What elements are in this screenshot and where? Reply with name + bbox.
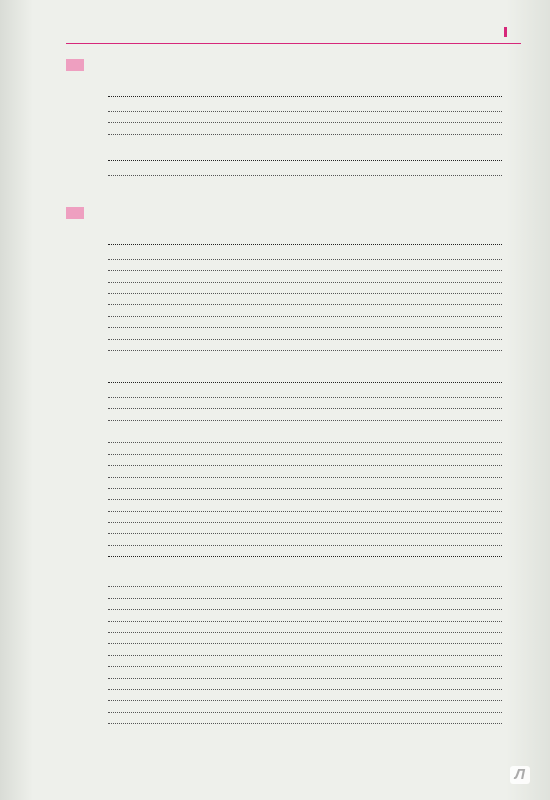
toc-section-heading[interactable]	[66, 236, 522, 247]
watermark	[510, 763, 532, 786]
toc-section-heading[interactable]	[66, 374, 522, 385]
part-number	[66, 59, 84, 71]
toc-entry[interactable]	[66, 434, 522, 445]
toc-leader-dots	[108, 688, 502, 690]
toc-leader-dots	[108, 585, 502, 587]
toc-leader-dots	[108, 631, 502, 633]
toc-leader-dots	[108, 487, 502, 489]
toc-section-heading[interactable]	[66, 548, 522, 559]
toc-entry[interactable]	[66, 669, 522, 680]
toc-leader-dots	[108, 396, 502, 398]
toc-entry[interactable]	[66, 250, 522, 261]
toc-leader-dots	[108, 544, 502, 546]
toc-leader-dots	[108, 699, 502, 701]
toc-entry[interactable]	[66, 296, 522, 307]
toc-entry[interactable]	[66, 457, 522, 468]
toc-entry[interactable]	[66, 411, 522, 422]
toc-leader-dots	[108, 441, 502, 443]
toc-leader-dots	[108, 711, 502, 713]
toc-leader-dots	[108, 349, 502, 351]
toc-entry[interactable]	[66, 102, 522, 113]
toc-entry[interactable]	[66, 658, 522, 669]
section-4-1	[66, 236, 522, 353]
toc-section-heading[interactable]	[66, 152, 522, 163]
toc-entry[interactable]	[66, 635, 522, 646]
toc-leader-dots	[108, 159, 502, 161]
toc-entry[interactable]	[66, 166, 522, 177]
toc-leader-dots	[108, 521, 502, 523]
toc-leader-dots	[108, 292, 502, 294]
toc-entry[interactable]	[66, 342, 522, 353]
toc-leader-dots	[108, 407, 502, 409]
toc-entry[interactable]	[66, 624, 522, 635]
toc-leader-dots	[108, 269, 502, 271]
toc-entry[interactable]	[66, 423, 522, 434]
toc-entry[interactable]	[66, 681, 522, 692]
toc-leader-dots	[108, 315, 502, 317]
toc-entry[interactable]	[66, 480, 522, 491]
toc-entry[interactable]	[66, 692, 522, 703]
toc-leader-dots	[108, 498, 502, 500]
toc-leader-dots	[108, 453, 502, 455]
toc-leader-dots	[108, 281, 502, 283]
toc-leader-dots	[108, 174, 502, 176]
header-accent-bar	[504, 27, 507, 37]
toc-entry[interactable]	[66, 125, 522, 136]
running-header	[0, 26, 550, 40]
toc-entry[interactable]	[66, 525, 522, 536]
toc-section-heading[interactable]	[66, 88, 522, 99]
header-rule	[66, 43, 521, 44]
toc-leader-dots	[108, 303, 502, 305]
section-3-1	[66, 88, 522, 137]
toc-entry[interactable]	[66, 601, 522, 612]
section-4-2	[66, 374, 522, 562]
toc-leader-dots	[108, 419, 502, 421]
toc-leader-dots	[108, 133, 502, 135]
toc-entry[interactable]	[66, 491, 522, 502]
toc-entry[interactable]	[66, 589, 522, 600]
toc-entry[interactable]	[66, 468, 522, 479]
toc-leader-dots	[108, 258, 502, 260]
toc-entry[interactable]	[66, 114, 522, 125]
labirint-logo-icon: Л	[510, 766, 530, 784]
toc-leader-dots	[108, 110, 502, 112]
toc-leader-dots	[108, 338, 502, 340]
toc-entry[interactable]	[66, 646, 522, 657]
toc-leader-dots	[108, 464, 502, 466]
toc-leader-dots	[108, 381, 502, 383]
toc-leader-dots	[108, 476, 502, 478]
toc-entry[interactable]	[66, 578, 522, 589]
toc-leader-dots	[108, 243, 502, 245]
toc-leader-dots	[108, 722, 502, 724]
toc-entry[interactable]	[66, 715, 522, 726]
toc-entry[interactable]	[66, 273, 522, 284]
toc-leader-dots	[108, 597, 502, 599]
toc-entry[interactable]	[66, 612, 522, 623]
toc-entry[interactable]	[66, 400, 522, 411]
toc-leader-dots	[108, 510, 502, 512]
toc-leader-dots	[108, 654, 502, 656]
toc-entry[interactable]	[66, 445, 522, 456]
toc-entry[interactable]	[66, 262, 522, 273]
toc-entry[interactable]	[66, 307, 522, 318]
toc-leader-dots	[108, 608, 502, 610]
toc-entry[interactable]	[66, 285, 522, 296]
toc-leader-dots	[108, 665, 502, 667]
part-number	[66, 207, 84, 219]
toc-leader-dots	[108, 677, 502, 679]
section-3-2	[66, 152, 522, 178]
toc-leader-dots	[108, 642, 502, 644]
toc-entry[interactable]	[66, 703, 522, 714]
part-iii-heading[interactable]	[66, 58, 522, 74]
toc-leader-dots	[108, 532, 502, 534]
part-iv-heading[interactable]	[66, 206, 522, 222]
toc-leader-dots	[108, 95, 502, 97]
toc-leader-dots	[108, 121, 502, 123]
toc-entry[interactable]	[66, 514, 522, 525]
section-4-3	[66, 578, 522, 726]
toc-leader-dots	[108, 620, 502, 622]
toc-leader-dots	[108, 326, 502, 328]
toc-entry[interactable]	[66, 536, 522, 547]
toc-entry[interactable]	[66, 319, 522, 330]
toc-leader-dots	[108, 555, 502, 557]
toc-entry[interactable]	[66, 330, 522, 341]
toc-entry[interactable]	[66, 388, 522, 399]
toc-entry[interactable]	[66, 502, 522, 513]
